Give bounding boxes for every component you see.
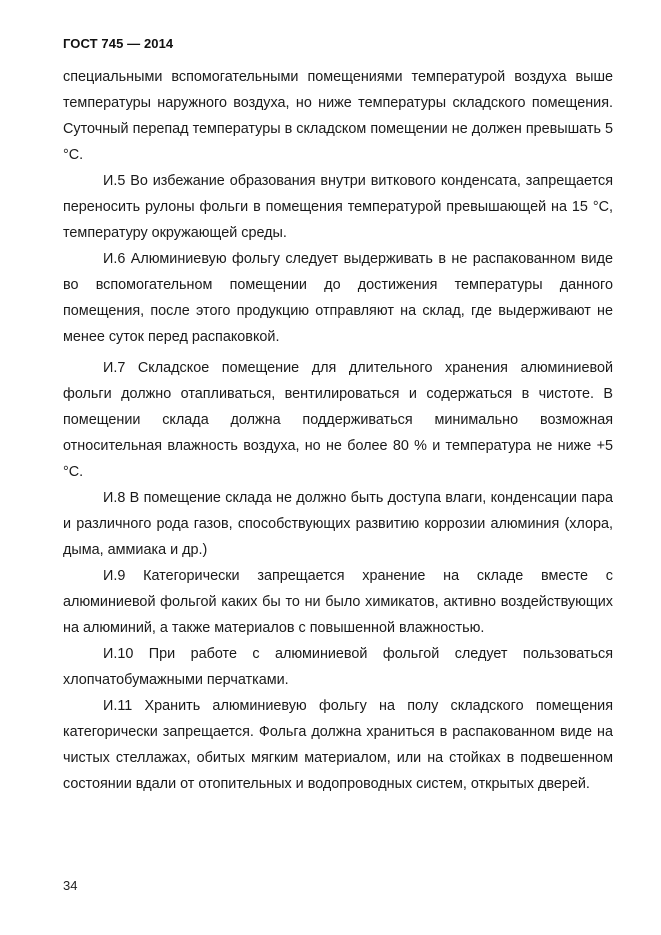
paragraph-i7: И.7 Складское помещение для длительного хранения алюминиевой фольги должно отапливаться, вентилироваться и содержаться в чистоте. В помещении склада должна поддерживаться минимально возможная относительная влажность воздуха, но не более 80 % и температура не ниже +5 °С.	[63, 360, 613, 480]
paragraph-i10: И.10 При работе с алюминиевой фольгой следует пользоваться хлопчатобумажными перчатками.	[63, 646, 613, 688]
page-number: 34	[63, 878, 78, 893]
paragraph-i5: И.5 Во избежание образования внутри виткового конденсата, запрещается переносить рулоны фольги в помещения температурой превышающей на 15 °С, температуру окружающей среды.	[63, 173, 613, 241]
paragraph-i8: И.8 В помещение склада не должно быть доступа влаги, конденсации пара и различного рода газов, способствующих развитию коррозии алюминия (хлора, дыма, аммиака и др.)	[63, 490, 613, 558]
paragraph-i9: И.9 Категорически запрещается хранение на складе вместе с алюминиевой фольгой каких бы то ни было химикатов, активно воздействующих на алюминий, а также материалов с повышенной влажностью.	[63, 568, 613, 636]
paragraph-i6: И.6 Алюминиевую фольгу следует выдерживать в не распакованном виде во вспомогательном помещении до достижения температуры данного помещения, после этого продукцию отправляют на склад, где выдерживают не менее суток перед распаковкой.	[63, 251, 613, 345]
paragraph-continuation: специальными вспомогательными помещениями температурой воздуха выше температуры наружного воздуха, но ниже температуры складского помещения. Суточный перепад температуры в складском помещении не должен превышать 5 °С.	[63, 69, 613, 163]
document-header: ГОСТ 745 — 2014	[63, 36, 174, 51]
paragraph-i11: И.11 Хранить алюминиевую фольгу на полу складского помещения категорически запрещается. Фольга должна храниться в распакованном виде на чистых стеллажах, обитых мягким материалом, или на стойках в подвешенном состоянии вдали от отопительных и водопроводных систем, открытых дверей.	[63, 698, 613, 792]
document-body	[63, 64, 613, 797]
